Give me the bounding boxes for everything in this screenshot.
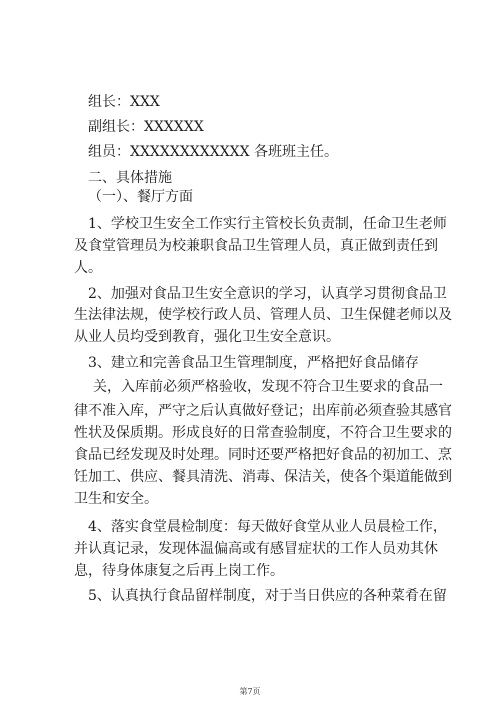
paragraph-2-line-3: 从业人员均受到教育，强化卫生安全意识。 bbox=[74, 329, 340, 345]
section-heading-measures: 二、具体措施 bbox=[88, 170, 172, 186]
paragraph-5-line-1: 5、认真执行食品留样制度，对于当日供应的各种菜肴在留 bbox=[88, 588, 447, 604]
paragraph-1-line-1: 1、学校卫生安全工作实行主管校长负责制，任命卫生老师 bbox=[88, 216, 447, 232]
paragraph-3-line-6: 饪加工、供应、餐具清洗、消毒、保洁关，使各个渠道能做到 bbox=[74, 469, 452, 485]
paragraph-3-line-4: 性状及保质期。形成良好的日常查验制度，不符合卫生要求的 bbox=[74, 425, 452, 441]
paragraph-2-line-2: 生法律法规，使学校行政人员、管理人员、卫生保健老师以及 bbox=[74, 307, 452, 323]
text-line-leader: 组长：XXX bbox=[88, 94, 160, 110]
paragraph-3-line-7: 卫生和安全。 bbox=[74, 491, 158, 507]
paragraph-4-line-1: 4、落实食堂晨检制度：每天做好食堂从业人员晨检工作， bbox=[88, 519, 447, 535]
text-line-members: 组员：XXXXXXXXXXXX 各班班主任。 bbox=[88, 144, 339, 160]
paragraph-3-line-2: 关，入库前必须严格验收，发现不符合卫生要求的食品一 bbox=[93, 379, 443, 395]
paragraph-4-line-2: 并认真记录，发现体温偏高或有感冒症状的工作人员劝其休 bbox=[74, 541, 438, 557]
paragraph-1-line-2: 及食堂管理员为校兼职食品卫生管理人员，真正做到责任到 bbox=[74, 238, 438, 254]
paragraph-4-line-3: 息，待身体康复之后再上岗工作。 bbox=[74, 563, 284, 579]
paragraph-2-line-1: 2、加强对食品卫生安全意识的学习，认真学习贯彻食品卫 bbox=[88, 286, 447, 302]
subsection-heading-canteen: （一）、餐厅方面 bbox=[88, 189, 193, 205]
paragraph-3-line-1: 3、建立和完善食品卫生管理制度，严格把好食品储存 bbox=[88, 355, 419, 371]
paragraph-1-line-3: 人。 bbox=[74, 260, 102, 276]
paragraph-3-line-5: 食品已经发现及时处理。同时还要严格把好食品的初加工、烹 bbox=[74, 447, 452, 463]
text-line-deputy-leader: 副组长：XXXXXX bbox=[88, 119, 204, 135]
paragraph-3-line-3: 律不准入库，严守之后认真做好登记；出库前必须查验其感官 bbox=[74, 403, 452, 419]
page-number-footer: 第7页 bbox=[239, 687, 261, 696]
